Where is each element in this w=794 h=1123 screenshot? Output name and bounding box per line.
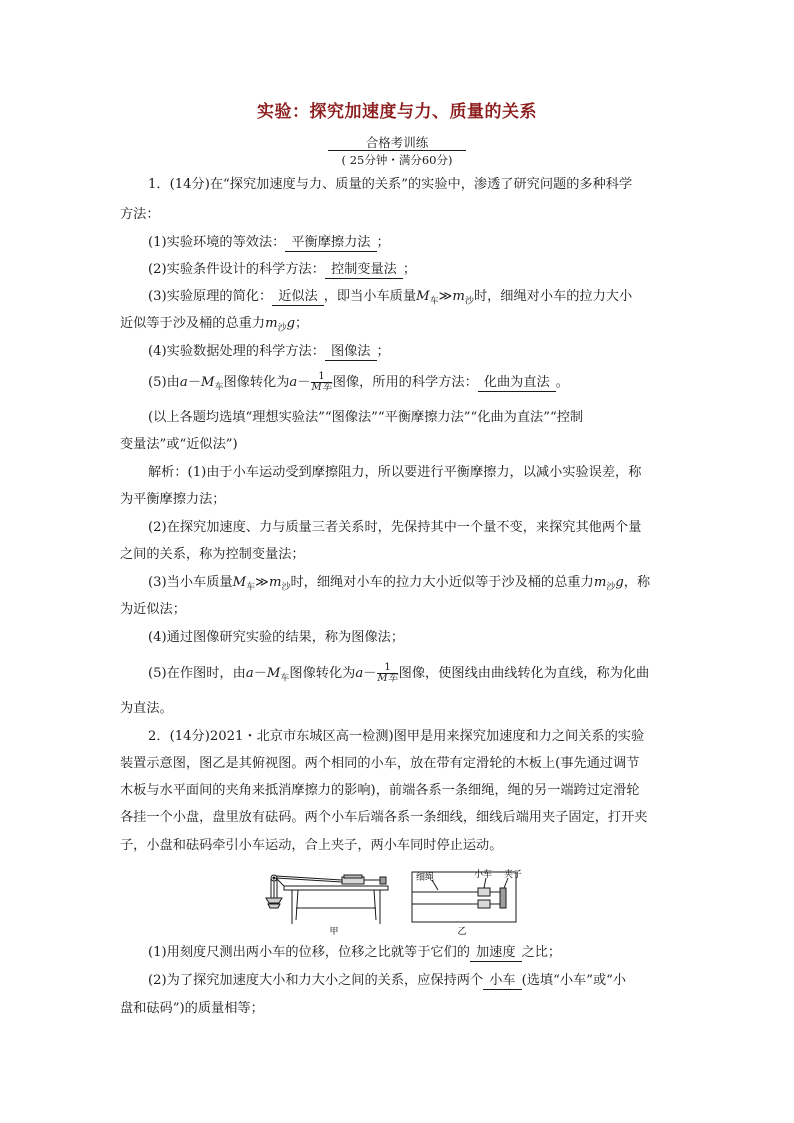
q2-stem-line1: 2．(14分)2021・北京市东城区高一检测)图甲是用来探究加速度和力之间关系的实验 <box>148 729 645 744</box>
q1-part4: (4)实验数据处理的科学方法： 图像法 ； <box>148 344 390 359</box>
q1-part5-answer: 化曲为直法 <box>478 375 556 392</box>
q2-stem-line3: 木板与水平面间的夹角来抵消摩擦力的影响)，前端各系一条细绳，绳的另一端跨过定滑轮 <box>120 783 640 798</box>
page-title: 实验：探究加速度与力、质量的关系 <box>257 102 537 122</box>
q2-stem-line2: 装置示意图，图乙是其俯视图。两个相同的小车，放在带有定滑轮的木板上(事先通过调节 <box>120 756 640 771</box>
fraction-1-over-m-solution: $\frac{1}{\text{M车}}$ <box>377 662 398 684</box>
q1-stem-line2: 方法： <box>120 207 160 222</box>
time-score: ( 25分钟・满分60分) <box>341 153 453 167</box>
q1-part2: (2)实验条件设计的科学方法： 控制变量法 ； <box>148 262 417 277</box>
subtitle-underline <box>328 150 466 151</box>
q1-note-line2: 变量法”或“近似法”) <box>120 437 238 452</box>
q1-part3-answer: 近似法 <box>272 289 324 306</box>
figure-car-label: 小车 <box>474 870 493 880</box>
figure-clip-label: 夹子 <box>504 870 523 880</box>
q2-part1-answer: 加速度 <box>470 945 522 962</box>
q2-part1: (1)用刻度尺测出两小车的位移，位移之比就等于它们的 加速度 之比； <box>148 945 562 960</box>
figure-yi-label: 乙 <box>457 927 467 936</box>
q2-part2-answer: 小车 <box>483 973 521 990</box>
q1-part3-line2: 近似等于沙及桶的总重力$m_沙g$； <box>120 316 309 334</box>
q1-part2-answer: 控制变量法 <box>325 262 403 279</box>
q1-part1: (1)实验环境的等效法： 平衡摩擦力法 ； <box>148 235 390 250</box>
q1-part4-answer: 图像法 <box>325 344 377 361</box>
q1-solution-2a: (2)在探究加速度、力与质量三者关系时，先保持其中一个量不变，来探究其他两个量 <box>148 520 642 535</box>
q2-part2: (2)为了探究加速度大小和力大小之间的关系，应保持两个 小车 (选填“小车”或“小 <box>148 973 627 988</box>
apparatus-figure <box>262 868 530 936</box>
q2-stem-line4: 各挂一个小盘，盘里放有砝码。两个小车后端各系一条细线，细线后端用夹子固定，打开夹 <box>120 810 648 825</box>
q1-solution-3a: (3)当小车质量$M_车≫m_沙$时，细绳对小车的拉力大小近似等于沙及桶的总重力$m_沙g$，称 <box>148 575 651 593</box>
q1-part3: (3)实验原理的简化： 近似法 ，即当小车质量$M_车≫m_沙$时，细绳对小车的拉力大小 <box>148 289 633 307</box>
q1-part5: (5)由$a-M_车$图像转化为a－ $\frac{1}{\text{M车}}$ 图像，所用的科学方法： 化曲为直法 。 <box>148 371 569 393</box>
q1-solution-1a: 解析：(1)由于小车运动受到摩擦阻力，所以要进行平衡摩擦力，以减小实验误差，称 <box>148 465 642 480</box>
q1-solution-2b: 之间的关系，称为控制变量法； <box>120 547 305 562</box>
q1-solution-1b: 为平衡摩擦力法； <box>120 492 226 507</box>
q1-solution-5b: 为直法。 <box>120 701 173 716</box>
q1-solution-5a: (5)在作图时，由$a-M_车$图像转化为a－ $\frac{1}{\text{M车}}$ 图像，使图线由曲线转化为直线，称为化曲 <box>148 662 650 684</box>
q2-stem-line5: 子，小盘和砝码牵引小车运动，合上夹子，两小车同时停止运动。 <box>120 838 503 853</box>
q2-part2-line2: 盘和砝码”)的质量相等； <box>120 1001 264 1016</box>
q1-stem-line1: 1．(14分)在“探究加速度与力、质量的关系”的实验中，渗透了研究问题的多种科学 <box>148 177 633 192</box>
q1-note-line1: (以上各题均选填“理想实验法”“图像法”“平衡摩擦力法”“化曲为直法”“控制 <box>148 410 584 425</box>
figure-jia-side-view <box>266 875 388 924</box>
q1-solution-4: (4)通过图像研究实验的结果，称为图像法； <box>148 630 405 645</box>
q1-solution-3b: 为近似法； <box>120 602 186 617</box>
figure-jia-label: 甲 <box>329 927 339 936</box>
section-subtitle: 合格考训练 <box>365 135 429 150</box>
figure-rope-label: 细绳 <box>416 873 435 883</box>
fraction-1-over-m: $\frac{1}{\text{M车}}$ <box>311 371 332 393</box>
q1-part1-answer: 平衡摩擦力法 <box>285 235 376 252</box>
